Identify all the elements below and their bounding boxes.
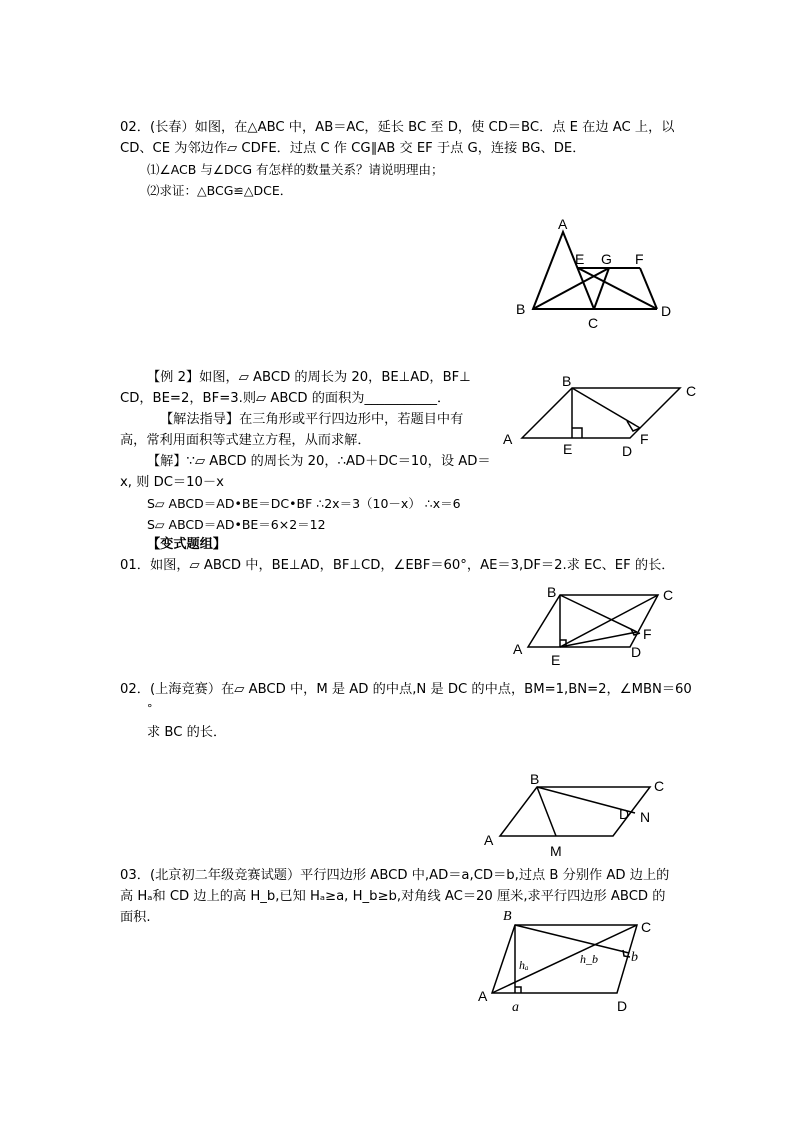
figure-triangle-parallelogram: [500, 210, 700, 340]
label-a: A: [558, 216, 568, 232]
label-m: M: [550, 843, 562, 859]
altitude-hb: [515, 925, 629, 953]
label-a: A: [478, 988, 488, 1004]
label-b: B: [547, 584, 557, 600]
example-2-line-1: 【例 2】如图，▱ ABCD 的周长为 20，BE⊥AD，BF⊥: [147, 370, 471, 385]
variant-q3-line-1: 03．(北京初二年级竞赛试题）平行四边形 ABCD 中,AD＝a,CD＝b,过点 B 分别作 AD 边上的: [120, 868, 670, 883]
variant-q1: 01．如图，▱ ABCD 中，BE⊥AD，BF⊥CD，∠EBF＝60°，AE＝3,DF＝2.求 EC、EF 的长．: [120, 558, 675, 573]
variant-q2-line-3: 求 BC 的长．: [147, 725, 227, 740]
label-b: B: [516, 301, 526, 317]
label-ha: hₐ: [519, 958, 529, 972]
problem-02-line-2: CD、CE 为邻边作▱ CDFE．过点 C 作 CG∥AB 交 EF 于点 G，连接 BG、DE．: [120, 141, 586, 156]
label-b-small: b: [631, 950, 638, 965]
label-e: E: [575, 251, 585, 267]
example-2-guide-cont: 高，常利用面积等式建立方程，从而求解．: [120, 433, 371, 448]
label-e: E: [563, 441, 573, 457]
variant-q3-line-2: 高 Hₐ和 CD 边上的高 H_b,已知 Hₐ≥a, H_b≥b,对角线 AC＝20 厘米,求平行四边形 ABCD 的: [120, 889, 666, 904]
variant-q2-line-2: °: [147, 702, 153, 715]
label-a: A: [503, 431, 513, 447]
example-2-solution-3: S▱ ABCD＝AD•BE＝DC•BF ∴2x＝3（10－x） ∴x＝6: [147, 496, 461, 511]
right-angle-a: [515, 987, 521, 993]
label-b: B: [503, 909, 512, 924]
figure-variant-q3: [474, 905, 674, 1015]
label-b: B: [530, 771, 540, 787]
label-f: F: [643, 626, 652, 642]
label-g: G: [601, 251, 612, 267]
figure-example-2: [500, 370, 700, 460]
example-2-solution-1: 【解】∵▱ ABCD 的周长为 20，∴AD＋DC＝10，设 AD＝: [147, 454, 491, 469]
diagonal-ac: [492, 925, 637, 993]
label-a-small: a: [512, 1000, 519, 1015]
label-d: D: [631, 644, 642, 660]
label-hb: h_b: [580, 952, 598, 966]
example-2-guide: 【解法指导】在三角形或平行四边形中，若题目中有: [160, 412, 464, 427]
label-c: C: [641, 919, 652, 935]
label-d: D: [622, 443, 633, 459]
problem-02-line-1: 02．(长春）如图，在△ABC 中，AB＝AC，延长 BC 至 D，使 CD＝BC．点 E 在边 AC 上，以: [120, 120, 675, 135]
segment-bg: [533, 268, 609, 309]
example-2-solution-2: x, 则 DC＝10－x: [120, 475, 224, 490]
label-b: B: [562, 373, 572, 389]
label-c: C: [588, 315, 599, 331]
figure-variant-q1: [505, 585, 685, 670]
example-2-line-2: CD，BE=2，BF=3.则▱ ABCD 的面积为___________．: [120, 391, 451, 406]
label-n: N: [640, 809, 651, 825]
label-f: F: [640, 431, 649, 447]
right-angle-e: [572, 428, 582, 438]
parallelogram-abcd: [522, 388, 680, 438]
label-e: E: [551, 652, 561, 668]
altitude-bf: [572, 388, 640, 428]
variant-q2-line-1: 02．(上海竞赛）在▱ ABCD 中，M 是 AD 的中点,N 是 DC 的中点，BM=1,BN=2，∠MBN＝60: [120, 682, 692, 697]
variant-heading: 【变式题组】: [147, 537, 227, 552]
label-c: C: [686, 383, 697, 399]
example-2-solution-4: S▱ ABCD＝AD•BE＝6×2＝12: [147, 517, 326, 532]
segment-bm: [537, 787, 556, 836]
label-c: C: [654, 778, 665, 794]
label-a: A: [484, 832, 494, 848]
segment-fd: [640, 268, 657, 309]
parallelogram-abcd: [528, 595, 658, 647]
problem-02-part-2: ⑵求证：△BCG≌△DCE．: [147, 183, 293, 198]
problem-02-part-1: ⑴∠ACB 与∠DCG 有怎样的数量关系？请说明理由；: [147, 162, 444, 177]
figure-variant-q2: [480, 770, 680, 860]
variant-q3-line-3: 面积.: [120, 910, 151, 925]
segment-ef: [560, 632, 637, 647]
label-a: A: [513, 641, 523, 657]
label-f: F: [635, 251, 644, 267]
segment-de: [578, 268, 657, 309]
label-c: C: [663, 587, 674, 603]
label-d: D: [619, 806, 630, 822]
label-d: D: [617, 998, 628, 1014]
label-d: D: [661, 303, 672, 319]
